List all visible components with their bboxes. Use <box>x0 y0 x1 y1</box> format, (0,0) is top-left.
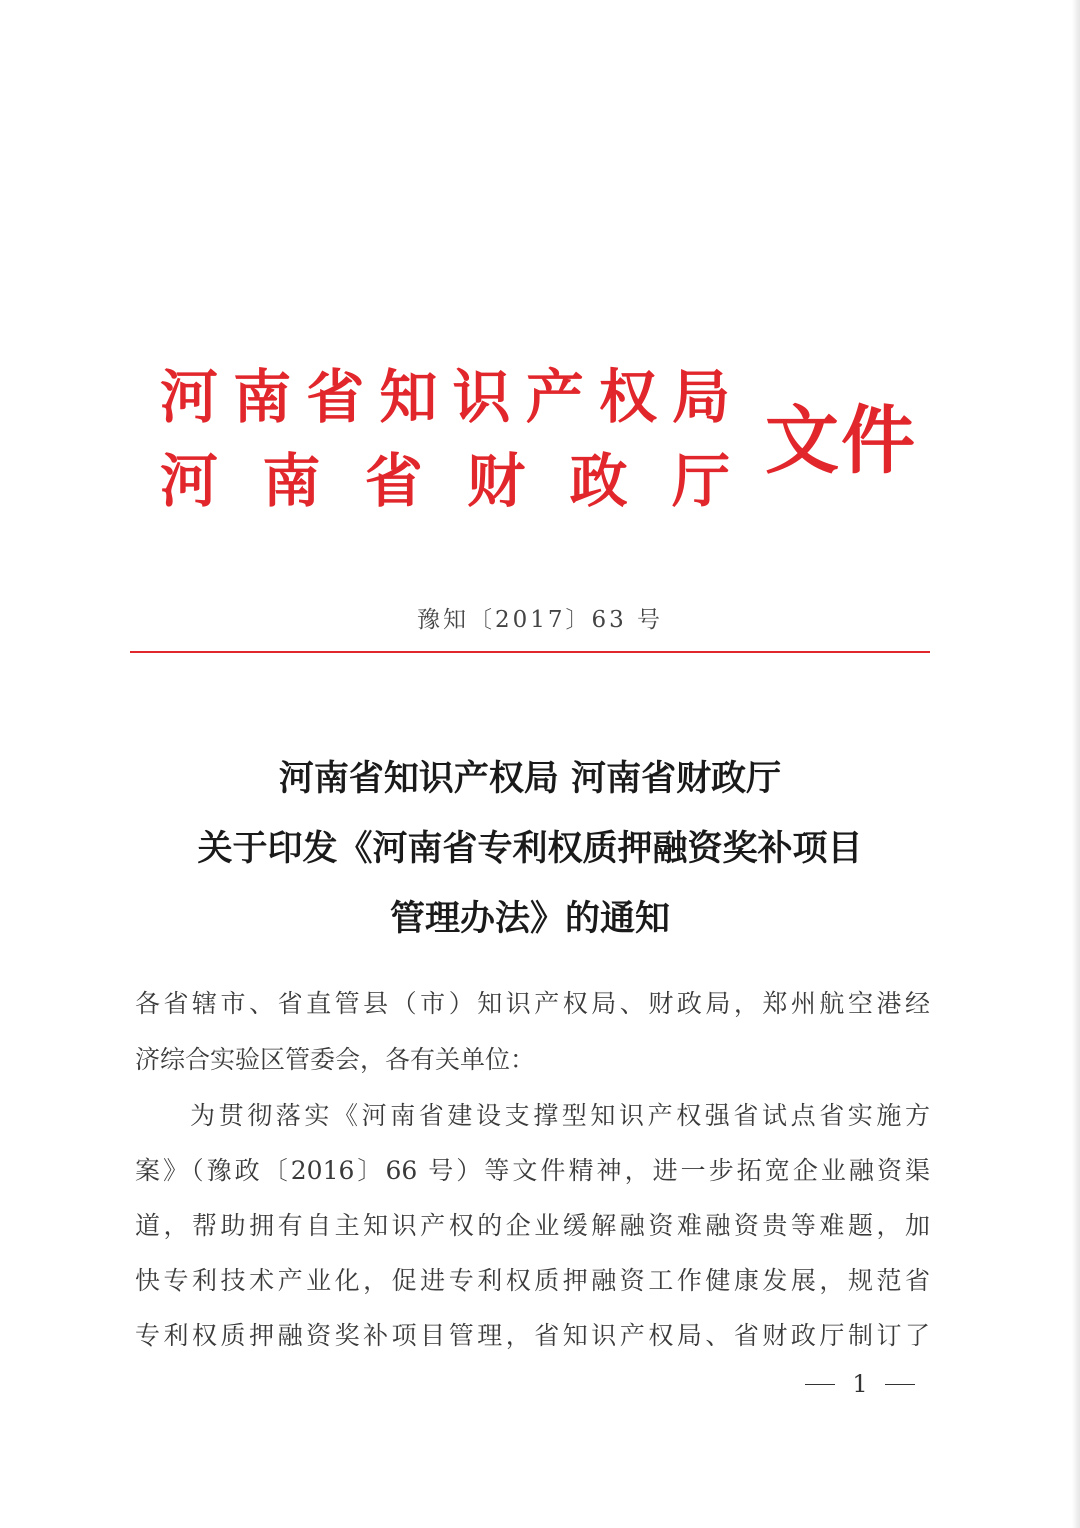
title-line-3: 管理办法》的通知 <box>389 898 670 939</box>
title-line-1: 河南省知识产权局 河南省财政厅 <box>278 758 782 799</box>
body-line-4: 案》（豫政〔2016〕66 号）等文件精神，进一步拓宽企业融资渠 <box>135 1156 930 1185</box>
document-number: 豫知〔2017〕63 号 <box>416 607 664 633</box>
body-line-2: 济综合实验区管委会，各有关单位： <box>135 1045 536 1074</box>
header-char: 知 <box>379 363 438 431</box>
dash-right <box>885 1384 915 1385</box>
issuer-line-ip-office <box>160 362 730 432</box>
header-char: 产 <box>525 363 584 431</box>
header-char: 识 <box>452 363 511 431</box>
title-line-2: 关于印发《河南省专利权质押融资奖补项目 <box>197 828 863 869</box>
header-char: 河 <box>160 363 219 431</box>
header-char: 省 <box>364 447 423 515</box>
body-line-7: 专利权质押融资奖补项目管理，省知识产权局、省财政厅制订了 <box>135 1321 930 1350</box>
body-line-1: 各省辖市、省直管县（市）知识产权局、财政局，郑州航空港经 <box>135 989 930 1018</box>
header-char: 权 <box>598 363 657 431</box>
page-number: 1 <box>852 1370 868 1398</box>
body-line-5: 道，帮助拥有自主知识产权的企业缓解融资难融资贵等难题，加 <box>135 1211 930 1240</box>
body-line-6: 快专利技术产业化，促进专利权质押融资工作健康发展，规范省 <box>135 1266 930 1295</box>
page-number-footer <box>805 1367 915 1401</box>
header-char: 财 <box>467 447 526 515</box>
red-divider-line <box>130 651 930 653</box>
header-char: 南 <box>233 363 292 431</box>
body-line-3: 为贯彻落实《河南省建设支撑型知识产权强省试点省实施方 <box>190 1101 930 1130</box>
header-char: 局 <box>671 363 730 431</box>
header-char: 政 <box>569 447 628 515</box>
header-char: 省 <box>306 363 365 431</box>
header-char: 厅 <box>671 447 730 515</box>
red-header <box>160 362 917 522</box>
dash-left <box>805 1384 835 1385</box>
header-char: 南 <box>262 447 321 515</box>
issuer-line-finance-dept <box>160 446 730 516</box>
header-char: 河 <box>160 447 219 515</box>
header-suffix-wenjian: 文件 <box>765 398 917 484</box>
page-edge-shadow <box>1072 0 1080 1528</box>
